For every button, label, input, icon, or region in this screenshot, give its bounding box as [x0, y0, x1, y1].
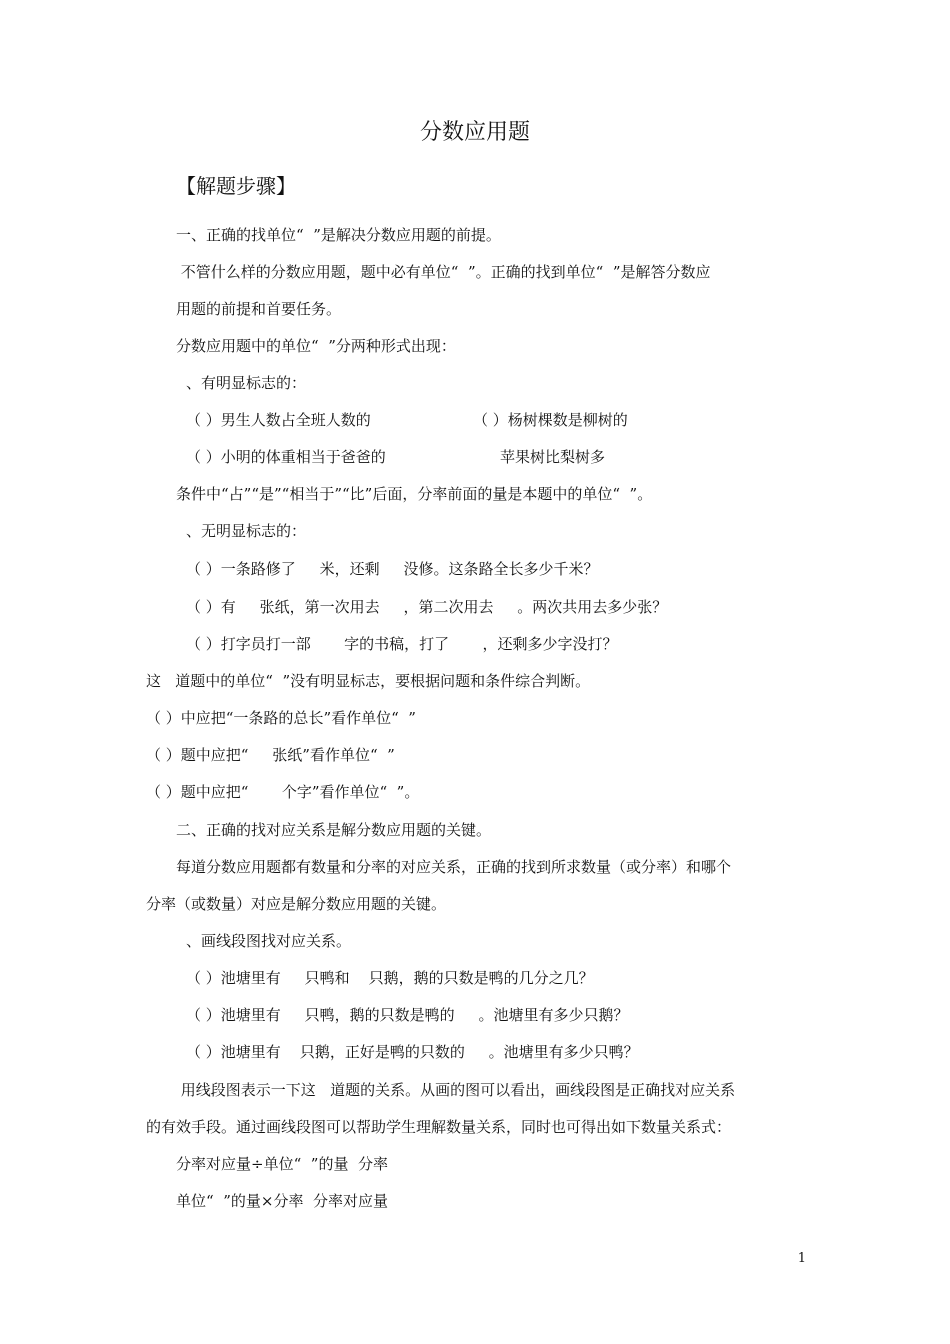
document-title: 分数应用题 — [419, 120, 530, 145]
formula-line: 分率对应量÷单位“ ”的量 分率 — [176, 1155, 388, 1173]
paragraph-line: 、无明显标志的： — [186, 522, 307, 540]
paragraph-line: （ ）题中应把“ 个字”看作单位“ ”。 — [146, 783, 420, 801]
paragraph-line: 不管什么样的分数应用题，题中必有单位“ ”。正确的找到单位“ ”是解答分数应 — [176, 263, 711, 281]
example-item: 苹果树比梨树多 — [500, 448, 606, 466]
formula-line: 单位“ ”的量×分率 分率对应量 — [176, 1192, 388, 1210]
paragraph-line: 的有效手段。通过画线段图可以帮助学生理解数量关系，同时也可得出如下数量关系式： — [146, 1118, 732, 1136]
paragraph-line: （ ）题中应把“ 张纸”看作单位“ ” — [146, 746, 395, 764]
paragraph-line: 条件中“占”“是”“相当于”“比”后面，分率前面的量是本题中的单位“ ”。 — [176, 485, 653, 503]
paragraph-line: 二、正确的找对应关系是解分数应用题的关键。 — [176, 821, 492, 839]
paragraph-line: 每道分数应用题都有数量和分率的对应关系，正确的找到所求数量（或分率）和哪个 — [176, 858, 732, 876]
example-item: （ ）小明的体重相当于爸爸的 — [186, 448, 386, 466]
page-number: 1 — [797, 1251, 806, 1266]
paragraph-line: 这 道题中的单位“ ”没有明显标志，要根据问题和条件综合判断。 — [146, 672, 591, 690]
example-item: （ ）一条路修了 米，还剩 没修。这条路全长多少千米？ — [186, 560, 599, 578]
example-item: （ ）男生人数占全班人数的 — [186, 411, 371, 429]
example-item: （ ）池塘里有 只鸭和 只鹅，鹅的只数是鸭的几分之几？ — [186, 969, 594, 987]
example-item: （ ）池塘里有 只鸭，鹅的只数是鸭的 。池塘里有多少只鹅？ — [186, 1006, 629, 1024]
example-item: （ ）打字员打一部 字的书稿，打了 ，还剩多少字没打？ — [186, 635, 618, 653]
paragraph-line: 用题的前提和首要任务。 — [176, 300, 342, 318]
paragraph-line: 用线段图表示一下这 道题的关系。从画的图可以看出，画线段图是正确找对应关系 — [176, 1081, 736, 1099]
example-item: （ ）杨树棵数是柳树的 — [473, 411, 628, 429]
paragraph-line: 分数应用题中的单位“ ”分两种形式出现： — [176, 337, 456, 355]
example-item: （ ）有 张纸，第一次用去 ，第二次用去 。两次共用去多少张？ — [186, 598, 668, 616]
paragraph-line: 、画线段图找对应关系。 — [186, 932, 352, 950]
paragraph-line: 、有明显标志的： — [186, 374, 307, 392]
example-item: （ ）池塘里有 只鹅，正好是鸭的只数的 。池塘里有多少只鸭？ — [186, 1043, 639, 1061]
section-heading: 【解题步骤】 — [176, 174, 296, 198]
paragraph-line: （ ）中应把“一条路的总长”看作单位“ ” — [146, 709, 416, 727]
paragraph-line: 分率（或数量）对应是解分数应用题的关键。 — [146, 895, 447, 913]
paragraph-line: 一、正确的找单位“ ”是解决分数应用题的前提。 — [176, 226, 501, 244]
